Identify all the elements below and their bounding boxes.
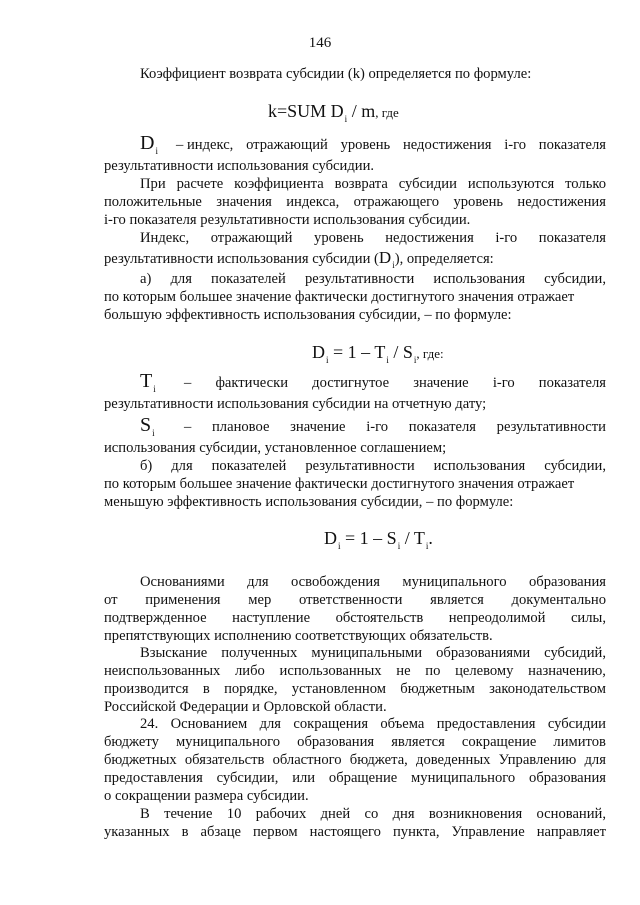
si-symbol: $S_i$ <box>140 414 155 438</box>
para-recovery-line-4: Российской Федерации и Орловской области. <box>104 699 387 715</box>
para-recovery-line-1: Взыскание полученных муниципальными образованиями субсидий, <box>140 645 606 661</box>
di-symbol: $D_i$ <box>140 132 158 156</box>
formula-k-main: k=SUM D <box>268 101 344 121</box>
formula-k-where: , где <box>375 105 399 120</box>
si-definition-line-1 <box>140 414 606 438</box>
item-b-line-3: меньшую эффективность использования субсидии, – по формуле: <box>104 494 514 510</box>
para-recovery-line-3: производится в порядке, установленном бюджетным законодательством <box>104 681 606 697</box>
para-24-line-1: 24. Основанием для сокращения объема предоставления субсидии <box>140 716 606 732</box>
intro-line: Коэффициент возврата субсидии (k) определяется по формуле: <box>140 66 532 82</box>
para-index-line-1: Индекс, отражающий уровень недостижения i-го показателя <box>140 230 606 246</box>
si-definition-line-2: использования субсидии, установленное соглашением; <box>104 440 447 456</box>
formula-a: $D_i = 1 - T_i / S_i$, где: <box>312 342 444 365</box>
para-10days-line-2: указанных в абзаце первом настоящего пункта, Управление направляет <box>104 824 606 840</box>
formula-k-sub: i <box>344 114 348 124</box>
para-24-line-2: бюджету муниципального образования является сокращение лимитов <box>104 734 606 750</box>
para-index-line-2: результативности использования субсидии ( D i ), определяется: <box>104 248 494 270</box>
item-b-line-2: по которым большее значение фактически достигнутого значения отражает <box>104 476 575 492</box>
para-grounds-line-2: от применения мер ответственности является документально <box>104 592 606 608</box>
para-24-line-3: бюджетных обязательств областного бюджета, доведенных Управлению для <box>104 752 606 768</box>
page-number: 146 <box>308 35 332 51</box>
di-definition-text: – индекс, отражающий уровень недостижения i-го показателя <box>176 137 606 153</box>
ti-definition-line-2: результативности использования субсидии на отчетную дату; <box>104 396 487 412</box>
si-definition-text: – плановое значение i-го показателя результативности <box>184 419 606 435</box>
para-positive-line-2: положительные значения индекса, отражающего уровень недостижения <box>104 194 606 210</box>
di-definition-line-2: результативности использования субсидии. <box>104 158 375 174</box>
para-positive-line-3: i-го показателя результативности использования субсидии. <box>104 212 471 228</box>
item-a-line-3: большую эффективность использования субсидии, – по формуле: <box>104 307 512 323</box>
ti-definition-text: – фактически достигнутое значение i-го показателя <box>184 375 606 391</box>
para-grounds-line-4: препятствующих исполнению соответствующих обязательств. <box>104 628 493 644</box>
ti-symbol: $T_i$ <box>140 370 156 394</box>
para-24-line-4: предоставления субсидии, или обращение муниципального образования <box>104 770 606 786</box>
para-recovery-line-2: неиспользованных либо использованных не по целевому назначению, <box>104 663 606 679</box>
di-definition-line-1 <box>140 132 606 156</box>
para-24-line-5: о сокращении размера субсидии. <box>104 788 309 804</box>
para-10days-line-1: В течение 10 рабочих дней со дня возникновения оснований, <box>140 806 606 822</box>
para-grounds-line-1: Основаниями для освобождения муниципального образования <box>140 574 606 590</box>
formula-b: $D_i = 1 - S_i / T_i$. <box>324 528 433 551</box>
formula-k-tail: / m <box>347 101 376 121</box>
item-a-line-2: по которым большее значение фактически достигнутого значения отражает <box>104 289 575 305</box>
para-positive-line-1: При расчете коэффициента возврата субсидии используются только <box>140 176 606 192</box>
formula-k <box>268 101 399 124</box>
para-grounds-line-3: подтвержденное наступление обстоятельств непреодолимой силы, <box>104 610 606 626</box>
item-a-line-1: а) для показателей результативности использования субсидии, <box>140 271 606 287</box>
ti-definition-line-1 <box>140 370 606 394</box>
item-b-line-1: б) для показателей результативности использования субсидии, <box>140 458 606 474</box>
